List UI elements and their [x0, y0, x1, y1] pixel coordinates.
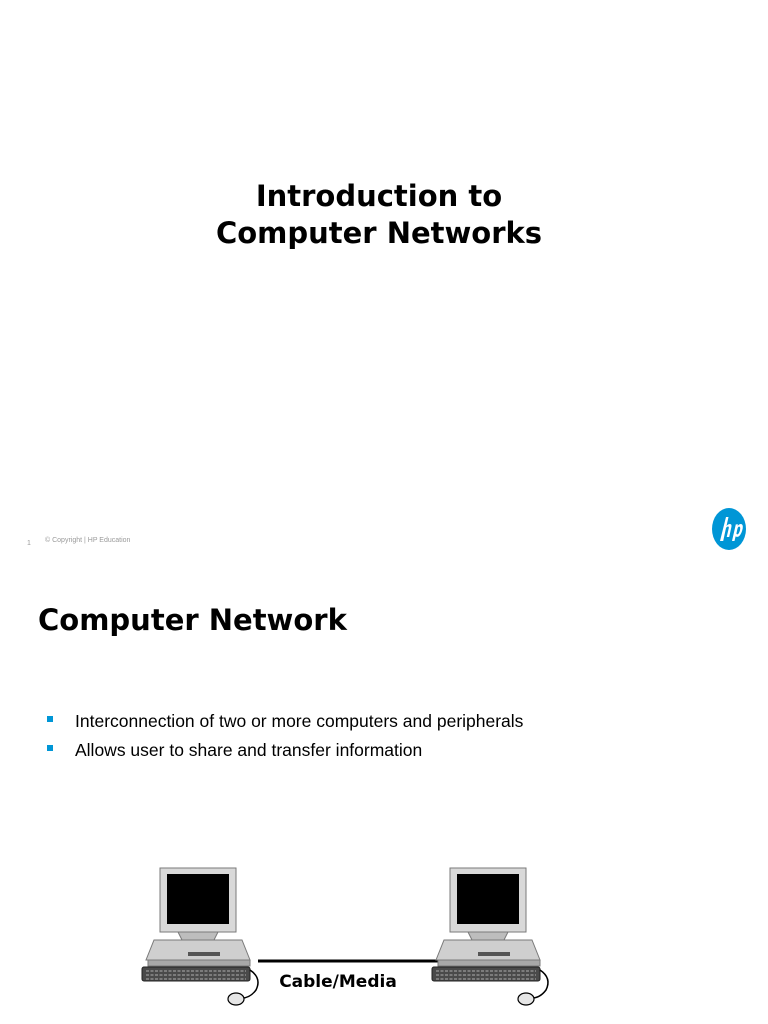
network-diagram — [130, 860, 570, 1010]
bullet-text: Interconnection of two or more computers and peripherals — [75, 711, 524, 731]
slide-number: 1 — [27, 540, 31, 547]
bullet-square-icon — [47, 745, 53, 751]
bullet-text: Allows user to share and transfer information — [75, 740, 423, 760]
title-line-1: Introduction to — [255, 179, 503, 213]
title-line-2: Computer Networks — [215, 216, 543, 250]
bullet-item — [46, 707, 523, 736]
computer-icon-right — [432, 868, 548, 1005]
hp-logo-icon — [711, 507, 747, 551]
slide-title — [0, 178, 758, 252]
slide-2 — [0, 560, 768, 1024]
copyright-footer: © Copyright | HP Education — [45, 537, 131, 544]
slide-heading: Computer Network — [38, 603, 347, 637]
bullet-item — [46, 736, 523, 765]
computer-icon-left — [142, 868, 258, 1005]
cable-label: Cable/Media — [279, 972, 397, 992]
bullet-square-icon — [47, 716, 53, 722]
bullet-list — [46, 707, 523, 765]
